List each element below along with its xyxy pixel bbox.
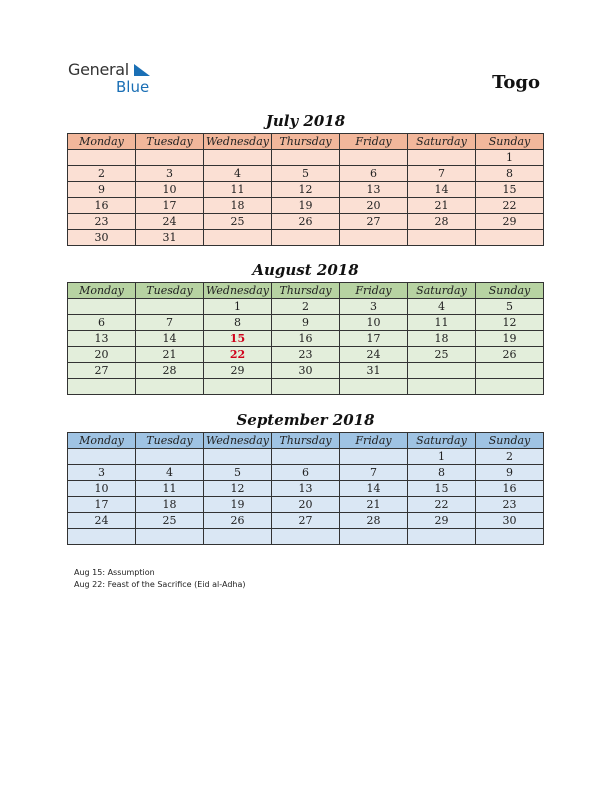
day-cell <box>272 449 340 465</box>
day-cell <box>136 449 204 465</box>
day-cell: 5 <box>476 299 544 315</box>
day-cell: 15 <box>476 182 544 198</box>
day-cell: 29 <box>408 513 476 529</box>
day-cell: 8 <box>476 166 544 182</box>
day-cell: 6 <box>272 465 340 481</box>
day-cell <box>272 150 340 166</box>
holiday-note: Aug 15: Assumption <box>74 568 155 577</box>
week-row <box>68 513 544 529</box>
day-cell: 4 <box>408 299 476 315</box>
week-row <box>68 166 544 182</box>
day-cell: 25 <box>136 513 204 529</box>
day-cell: 13 <box>340 182 408 198</box>
day-cell <box>476 379 544 395</box>
day-cell: 11 <box>204 182 272 198</box>
day-cell: 24 <box>340 347 408 363</box>
day-cell <box>204 379 272 395</box>
day-cell: 11 <box>136 481 204 497</box>
day-cell: 7 <box>408 166 476 182</box>
weekday-header: Saturday <box>408 283 476 299</box>
day-cell: 25 <box>408 347 476 363</box>
weekday-header: Saturday <box>408 433 476 449</box>
month-title-august: August 2018 <box>252 261 359 279</box>
day-cell <box>340 449 408 465</box>
week-row <box>68 198 544 214</box>
weekday-header: Friday <box>340 283 408 299</box>
weekday-header: Tuesday <box>136 283 204 299</box>
day-cell: 12 <box>204 481 272 497</box>
day-cell: 24 <box>136 214 204 230</box>
day-cell: 17 <box>136 198 204 214</box>
day-cell <box>272 529 340 545</box>
weekday-header: Sunday <box>476 134 544 150</box>
day-cell: 2 <box>272 299 340 315</box>
day-cell: 22 <box>476 198 544 214</box>
day-cell <box>68 379 136 395</box>
day-cell: 4 <box>136 465 204 481</box>
day-cell <box>272 230 340 246</box>
day-cell: 26 <box>204 513 272 529</box>
day-cell: 5 <box>272 166 340 182</box>
weekday-header-row <box>68 433 544 449</box>
day-cell: 3 <box>340 299 408 315</box>
weekday-header: Saturday <box>408 134 476 150</box>
day-cell: 20 <box>340 198 408 214</box>
day-cell: 2 <box>476 449 544 465</box>
weekday-header: Thursday <box>272 433 340 449</box>
day-cell: 29 <box>476 214 544 230</box>
day-cell: 17 <box>340 331 408 347</box>
weekday-header: Wednesday <box>204 433 272 449</box>
day-cell <box>136 529 204 545</box>
day-cell <box>272 379 340 395</box>
day-cell <box>340 230 408 246</box>
holiday-day-cell: 15 <box>204 331 272 347</box>
day-cell: 16 <box>476 481 544 497</box>
day-cell: 26 <box>272 214 340 230</box>
day-cell <box>340 529 408 545</box>
day-cell: 21 <box>408 198 476 214</box>
day-cell <box>204 230 272 246</box>
day-cell: 19 <box>204 497 272 513</box>
day-cell: 18 <box>136 497 204 513</box>
day-cell: 9 <box>272 315 340 331</box>
day-cell <box>408 230 476 246</box>
holiday-note: Aug 22: Feast of the Sacrifice (Eid al-Adha) <box>74 580 246 589</box>
day-cell <box>408 150 476 166</box>
week-row <box>68 230 544 246</box>
day-cell <box>408 363 476 379</box>
day-cell: 6 <box>68 315 136 331</box>
day-cell: 18 <box>204 198 272 214</box>
day-cell <box>340 150 408 166</box>
day-cell <box>204 529 272 545</box>
day-cell: 20 <box>68 347 136 363</box>
day-cell: 30 <box>272 363 340 379</box>
week-row <box>68 331 544 347</box>
day-cell: 14 <box>408 182 476 198</box>
day-cell <box>204 150 272 166</box>
day-cell: 24 <box>68 513 136 529</box>
weekday-header: Friday <box>340 433 408 449</box>
day-cell: 10 <box>340 315 408 331</box>
day-cell: 22 <box>408 497 476 513</box>
day-cell: 8 <box>204 315 272 331</box>
day-cell <box>68 529 136 545</box>
day-cell: 1 <box>204 299 272 315</box>
day-cell: 21 <box>340 497 408 513</box>
logo-triangle-icon <box>134 64 150 76</box>
weekday-header: Wednesday <box>204 134 272 150</box>
day-cell: 7 <box>340 465 408 481</box>
day-cell: 18 <box>408 331 476 347</box>
day-cell: 1 <box>408 449 476 465</box>
day-cell: 21 <box>136 347 204 363</box>
day-cell <box>476 363 544 379</box>
day-cell: 12 <box>476 315 544 331</box>
weekday-header: Monday <box>68 283 136 299</box>
day-cell: 6 <box>340 166 408 182</box>
day-cell: 27 <box>68 363 136 379</box>
country-title: Togo <box>492 72 540 93</box>
day-cell <box>136 150 204 166</box>
day-cell: 20 <box>272 497 340 513</box>
day-cell <box>408 529 476 545</box>
week-row <box>68 299 544 315</box>
day-cell <box>340 379 408 395</box>
weekday-header: Tuesday <box>136 134 204 150</box>
day-cell: 9 <box>476 465 544 481</box>
day-cell: 29 <box>204 363 272 379</box>
day-cell: 14 <box>136 331 204 347</box>
week-row <box>68 363 544 379</box>
weekday-header: Sunday <box>476 433 544 449</box>
day-cell: 28 <box>136 363 204 379</box>
logo-text-blue: Blue <box>116 78 150 96</box>
weekday-header-row <box>68 134 544 150</box>
day-cell: 7 <box>136 315 204 331</box>
weekday-header: Sunday <box>476 283 544 299</box>
day-cell: 2 <box>68 166 136 182</box>
day-cell: 11 <box>408 315 476 331</box>
day-cell: 13 <box>272 481 340 497</box>
week-row <box>68 214 544 230</box>
week-row <box>68 150 544 166</box>
calendar-august <box>67 282 544 395</box>
day-cell: 10 <box>68 481 136 497</box>
holiday-day-cell: 22 <box>204 347 272 363</box>
weekday-header: Thursday <box>272 283 340 299</box>
day-cell: 16 <box>272 331 340 347</box>
day-cell: 19 <box>272 198 340 214</box>
day-cell: 25 <box>204 214 272 230</box>
day-cell: 27 <box>272 513 340 529</box>
day-cell: 17 <box>68 497 136 513</box>
day-cell: 1 <box>476 150 544 166</box>
day-cell: 10 <box>136 182 204 198</box>
week-row <box>68 315 544 331</box>
day-cell: 28 <box>408 214 476 230</box>
week-row <box>68 449 544 465</box>
weekday-header: Monday <box>68 433 136 449</box>
day-cell: 26 <box>476 347 544 363</box>
day-cell: 3 <box>68 465 136 481</box>
day-cell: 23 <box>68 214 136 230</box>
week-row <box>68 347 544 363</box>
day-cell <box>476 529 544 545</box>
day-cell <box>68 150 136 166</box>
weekday-header: Wednesday <box>204 283 272 299</box>
day-cell: 12 <box>272 182 340 198</box>
day-cell: 31 <box>340 363 408 379</box>
day-cell: 19 <box>476 331 544 347</box>
week-row <box>68 465 544 481</box>
logo-text-general: General <box>68 60 129 79</box>
day-cell: 4 <box>204 166 272 182</box>
day-cell: 30 <box>68 230 136 246</box>
month-title-july: July 2018 <box>265 112 346 130</box>
day-cell: 3 <box>136 166 204 182</box>
day-cell: 27 <box>340 214 408 230</box>
day-cell: 8 <box>408 465 476 481</box>
day-cell: 13 <box>68 331 136 347</box>
month-title-september: September 2018 <box>236 411 375 429</box>
week-row <box>68 182 544 198</box>
weekday-header-row <box>68 283 544 299</box>
week-row <box>68 481 544 497</box>
weekday-header: Friday <box>340 134 408 150</box>
day-cell: 15 <box>408 481 476 497</box>
day-cell <box>476 230 544 246</box>
day-cell: 9 <box>68 182 136 198</box>
day-cell <box>408 379 476 395</box>
calendar-july <box>67 133 544 246</box>
day-cell: 23 <box>272 347 340 363</box>
day-cell <box>68 299 136 315</box>
day-cell <box>136 299 204 315</box>
weekday-header: Thursday <box>272 134 340 150</box>
day-cell: 31 <box>136 230 204 246</box>
calendar-september <box>67 432 544 545</box>
day-cell <box>136 379 204 395</box>
day-cell <box>204 449 272 465</box>
weekday-header: Monday <box>68 134 136 150</box>
weekday-header: Tuesday <box>136 433 204 449</box>
day-cell: 14 <box>340 481 408 497</box>
day-cell: 5 <box>204 465 272 481</box>
day-cell: 30 <box>476 513 544 529</box>
day-cell <box>68 449 136 465</box>
week-row <box>68 379 544 395</box>
day-cell: 16 <box>68 198 136 214</box>
week-row <box>68 529 544 545</box>
week-row <box>68 497 544 513</box>
holiday-notes <box>74 567 246 591</box>
day-cell: 23 <box>476 497 544 513</box>
day-cell: 28 <box>340 513 408 529</box>
generalblue-logo <box>68 60 168 98</box>
